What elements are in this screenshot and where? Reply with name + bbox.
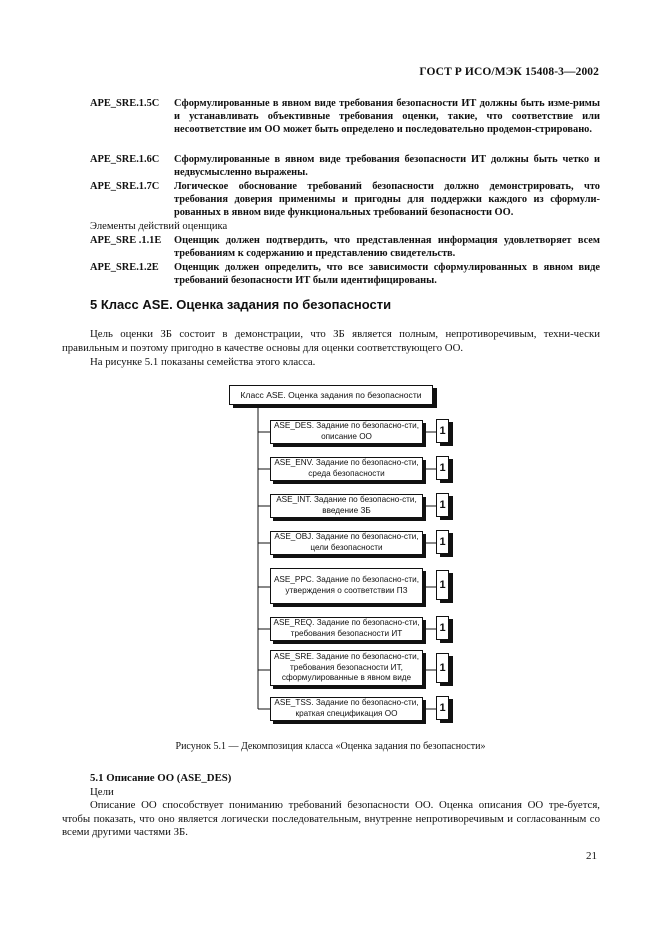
figure-reference: На рисунке 5.1 показаны семейства этого класса. <box>90 356 316 368</box>
family-box: ASE_ENV. Задание по безопасно-сти, среда безопасности <box>270 457 423 481</box>
family-level: 1 <box>436 419 449 443</box>
class-root-box: Класс ASE. Оценка задания по безопасности <box>229 385 433 405</box>
figure-caption: Рисунок 5.1 — Декомпозиция класса «Оценка задания по безопасности» <box>175 741 486 752</box>
requirement-text: Оценщик должен определить, что все зависимости сформулированных в явном виде требований безопасности ИТ были идентифицированы. <box>174 262 600 287</box>
requirement-text: Сформулированные в явном виде требования безопасности ИТ должны быть изме-римы и устанавливать объективные требования оценки, такие, что соответствие или несоответствие им ОО может быть определено и последовательно продемон-стрировано. <box>174 98 600 136</box>
family-level: 1 <box>436 570 449 600</box>
goals-paragraph: Описание ОО способствует пониманию требований безопасности ОО. Оценка описания ОО тре-буется, чтобы показать, что оно является логически последовательным, внутренне непротиворечивым и согласованным со всеми другими частями ЗБ. <box>62 799 600 839</box>
family-box: ASE_PPC. Задание по безопасно-сти, утверждения о соответствии ПЗ <box>270 568 423 604</box>
requirement-text: Оценщик должен подтвердить, что представленная информация удовлетворяет всем требованиям к содержанию и представлению свидетельств. <box>174 235 600 260</box>
family-level: 1 <box>436 456 449 480</box>
document-header: ГОСТ Р ИСО/МЭК 15408-3—2002 <box>419 66 599 78</box>
family-level: 1 <box>436 653 449 683</box>
subsection-title: 5.1 Описание ОО (ASE_DES) <box>90 772 232 784</box>
intro-paragraph: Цель оценки ЗБ состоит в демонстрации, что ЗБ является полным, непротиворечивым, техни-чески правильным и поэтому пригодно в качестве основы для оценки соответствующего ОО. <box>62 328 600 354</box>
requirement-code: APE_SRE.1.7C <box>90 181 160 192</box>
requirement-code: APE_SRE.1.6C <box>90 154 160 165</box>
family-box: ASE_OBJ. Задание по безопасно-сти, цели безопасности <box>270 531 423 555</box>
family-box: ASE_INT. Задание по безопасно-сти, введение ЗБ <box>270 494 423 518</box>
family-box: ASE_DES. Задание по безопасно-сти, описание ОО <box>270 420 423 444</box>
family-box: ASE_REQ. Задание по безопасно-сти, требования безопасности ИТ <box>270 617 423 641</box>
page-number: 21 <box>586 850 597 862</box>
requirement-code: APE_SRE.1.5C <box>90 98 160 109</box>
family-level: 1 <box>436 696 449 720</box>
family-level: 1 <box>436 530 449 554</box>
evaluator-actions-label: Элементы действий оценщика <box>90 221 228 232</box>
section-title: 5 Класс ASE. Оценка задания по безопасности <box>90 297 392 312</box>
goals-label: Цели <box>90 786 114 798</box>
family-box: ASE_SRE. Задание по безопасно-сти, требования безопасности ИТ, сформулированные в явном виде <box>270 650 423 686</box>
requirement-text: Логическое обоснование требований безопасности должно демонстрировать, что требования доверия применимы и пригодны для поддержки каждого из сформули-рованных в явном виде функциональных требований безопасности ОО. <box>174 181 600 219</box>
family-level: 1 <box>436 616 449 640</box>
family-box: ASE_TSS. Задание по безопасно-сти, краткая спецификация ОО <box>270 697 423 721</box>
requirement-text: Сформулированные в явном виде требования безопасности ИТ должны быть четко и недвусмысленно выражены. <box>174 154 600 179</box>
requirement-code: APE_SRE .1.1E <box>90 235 162 246</box>
requirement-code: APE_SRE.1.2E <box>90 262 159 273</box>
family-level: 1 <box>436 493 449 517</box>
